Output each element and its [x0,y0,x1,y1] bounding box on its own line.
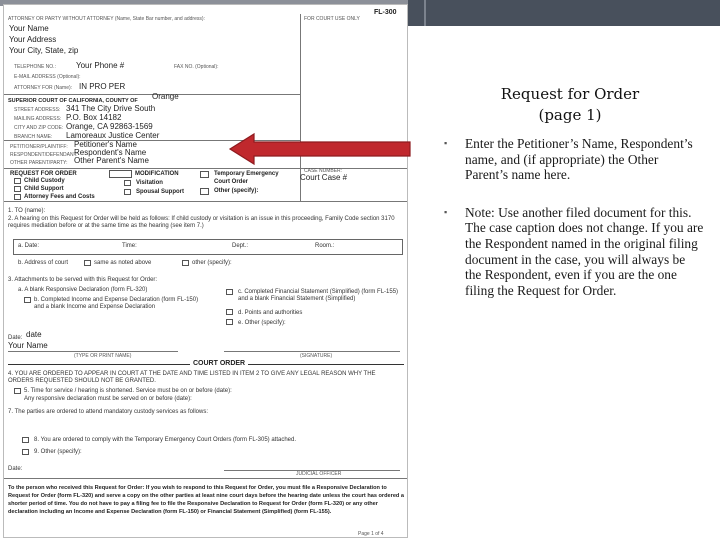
email-label: E-MAIL ADDRESS (Optional): [14,74,81,80]
petitioner-value: Petitioner's Name [74,140,137,149]
notice-rule [4,478,408,479]
attachment-e: e. Other (specify): [238,320,286,326]
red-arrow-icon [228,132,412,166]
checkbox-item-5 [14,388,21,394]
case-number-value: Court Case # [300,173,348,182]
top-accent-block [408,0,720,26]
respondent-value: Respondent's Name [74,148,147,157]
item-2: 2. A hearing on this Request for Order will be held as follows: If child custody or visitation is an issue in this proceeding, Family Code section 3170 requires mediation before or at the same time as the hearing (see item 7.) [8,216,395,229]
telephone-label: TELEPHONE NO.: [14,64,56,70]
page-label: Page 1 of 4 [358,531,384,537]
mailing-value: P.O. Box 14182 [66,113,122,122]
option-court-order: Court Order [214,179,249,185]
your-city: Your City, State, zip [9,46,79,55]
item-7: 7. The parties are ordered to attend mandatory custody services as follows: [8,409,208,415]
your-name: Your Name [9,24,49,33]
checkbox-temporary-emergency [200,171,209,178]
bullet-text: Note: Use another filed document for this. The case caption does not change. If you are the Respondent named in the original filing document in the case, you will always be the Respondent, even if you are the one filing the Request for Order. [465,204,704,298]
other-label: OTHER PARENT/PARTY: [10,160,68,166]
bullet-text: Enter the Petitioner’s Name, Respondent’s name, and (if appropriate) the Other Parent’s name here. [465,136,693,183]
dept-label: Dept.: [232,243,249,249]
date-footer: Date: [8,466,23,472]
name-line [8,351,178,352]
notice-text: To the person who received this Request for Order: If you wish to respond to this Request for Order, you must file a Responsive Declaration to Request for Order (form FL-320) and serve a copy on the other parties at least nine court days before the hearing date unless the court has ordered a shorter period of time. You do not have to pay a filing fee to file the Responsive Declaration to Request for Order (form FL-320) or any other declaration including an Income and Expense Declaration (form FL-150) or Financial Statement (Simplified) (form FL-155). [8,485,405,515]
signer-name: Your Name [8,341,48,350]
option-visitation: Visitation [136,180,163,186]
arrow-shape [230,134,410,164]
checkbox-same-address [84,260,91,266]
hearing-box [13,239,403,255]
attachment-d: d. Points and authorities [238,310,303,316]
checkbox-child-custody [14,178,21,184]
city-label: CITY AND ZIP CODE: [14,125,64,131]
city-value: Orange, CA 92863-1569 [66,122,153,131]
square-bullet-icon: ▪ [444,138,448,148]
option-attorney-fees: Attorney Fees and Costs [24,194,95,200]
checkbox-visitation [124,180,131,186]
item-4: 4. YOU ARE ORDERED TO APPEAR IN COURT AT THE DATE AND TIME LISTED IN ITEM 2 TO GIVE ANY LEGAL REASON WHY THE ORDERS REQUESTED SHOULD NOT BE GRANTED. [8,371,376,384]
item-8: 8. You are ordered to comply with the Temporary Emergency Court Orders (form FL-305) attached. [34,437,297,443]
bullet-item [442,205,704,299]
your-phone: Your Phone # [76,61,125,70]
bullet-list [442,136,704,320]
case-number-label: CASE NUMBER: [304,168,343,174]
slide-title: Request for Order (page 1) [500,85,640,124]
top-accent-line [424,0,426,26]
option-other: Other (specify): [214,188,259,194]
form-number: FL-300 [374,9,397,16]
option-child-custody: Child Custody [24,178,65,184]
item-5: 5. Time for service / hearing is shortened. Service must be on or before (date): [24,388,232,394]
street-value: 341 The City Drive South [66,104,156,113]
time-label: Time: [122,243,137,249]
request-header: REQUEST FOR ORDER [10,171,77,177]
petitioner-label: PETITIONER/PLAINTIFF: [10,144,68,150]
judicial-officer: JUDICIAL OFFICER [296,471,342,477]
checkbox-other [200,188,209,195]
date-value: date [26,330,42,339]
date-word: Date: [8,335,23,341]
branch-label: BRANCH NAME: [14,134,53,140]
checkbox-child-support [14,186,21,192]
court-header: SUPERIOR COURT OF CALIFORNIA, COUNTY OF [8,98,138,104]
attorney-for-label: ATTORNEY FOR (Name): [14,85,73,91]
bullet-item [442,136,704,183]
item-5b: Any responsive declaration must be served on or before (date): [24,396,192,402]
mailing-label: MAILING ADDRESS: [14,116,62,122]
item-1: 1. TO (name): [8,208,46,214]
item-9: 9. Other (specify): [34,449,82,455]
attachment-b: b. Completed Income and Expense Declaration (form FL-150) and a blank Income and Expense Declaration [34,297,199,310]
date-label: a. Date: [18,243,40,249]
item-3: 3. Attachments to be served with this Request for Order: [8,277,158,283]
court-order-header: COURT ORDER [190,360,248,367]
other-value: Other Parent's Name [74,156,149,165]
checkbox-attorney-fees [14,194,21,200]
checkbox-spousal-support [124,189,131,195]
option-child-support: Child Support [24,186,64,192]
branch-value: Lamoreaux Justice Center [66,131,160,140]
type-print-label: (TYPE OR PRINT NAME) [74,353,132,359]
option-spousal-support: Spousal Support [136,189,184,195]
square-bullet-icon: ▪ [444,206,448,217]
court-use-label: FOR COURT USE ONLY [304,16,360,22]
attachment-c: c. Completed Financial Statement (Simplified) (form FL-155) and a blank Financial Statement (Simplified) [238,289,399,302]
attachment-a: a. A blank Responsive Declaration (form FL-320) [18,287,148,293]
same-as-above: same as noted above [94,260,152,266]
street-label: STREET ADDRESS: [14,107,61,113]
checkbox-other-address [182,260,189,266]
form-fl300-page [3,4,408,538]
fax-label: FAX NO. (Optional): [174,64,219,70]
county: Orange [152,92,179,101]
your-address: Your Address [9,35,57,44]
room-label: Room.: [315,243,335,249]
respondent-label: RESPONDENT/DEFENDANT: [10,152,78,158]
divider-items [4,201,408,202]
checkbox-modification [109,170,132,178]
address-label: b. Address of court [18,260,69,266]
signature-label: (SIGNATURE) [300,353,333,359]
signature-line [224,351,400,352]
other-specify: other (specify): [192,260,232,266]
modification-label: MODIFICATION [135,171,179,177]
option-temporary-emergency: Temporary Emergency [214,171,279,177]
divider-request [4,168,408,169]
attorney-for-value: IN PRO PER [79,82,126,91]
attorney-label: ATTORNEY OR PARTY WITHOUT ATTORNEY (Name, State Bar number, and address): [8,16,205,22]
